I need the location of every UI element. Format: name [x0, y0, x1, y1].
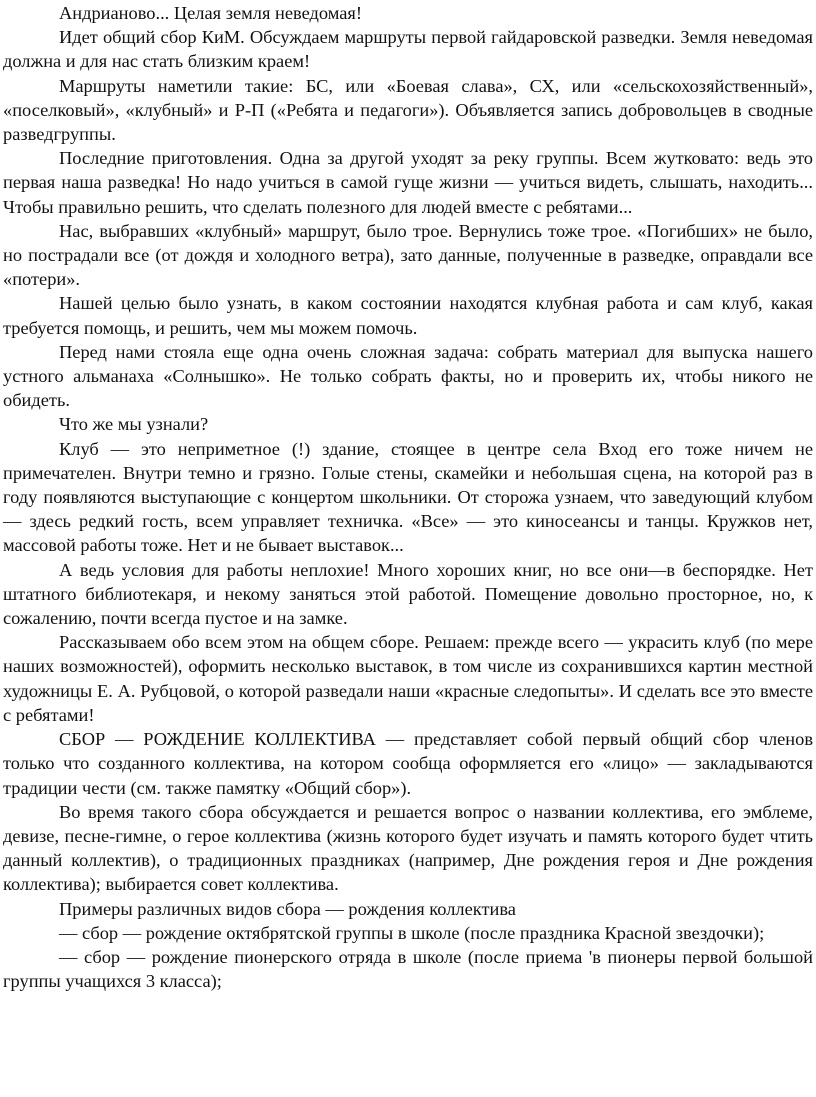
paragraph: Примеры различных видов сбора — рождения коллектива: [59, 898, 516, 919]
paragraph: Во время такого сбора обсуждается и решается вопрос о названии коллектива, его эмблеме, девизе, песне-гимне, о герое коллектива (жизнь которого будет изучать и память которого будет чтить данный коллектив), о традиционных праздниках (например, Дне рождения героя и Дне рождения коллектива); выбирается совет коллектива.: [3, 801, 813, 895]
paragraph: Нашей целью было узнать, в каком состоянии находятся клубная работа и сам клуб, какая требуется помощь, и решить, чем мы можем помочь.: [3, 293, 813, 338]
paragraph: Рассказываем обо всем этом на общем сборе. Решаем: прежде всего — украсить клуб (по мере наших возможностей), оформить несколько выставок, в том числе из сохранившихся картин местной художницы Е. А. Рубцовой, о которой разведали наши «красные следопыты». И сделать все это вместе с ребятами!: [3, 632, 813, 725]
paragraph: Идет общий сбор КиМ. Обсуждаем маршруты первой гайдаровской разведки. Земля неведомая должна и для нас стать близким краем!: [3, 27, 813, 72]
paragraph: Клуб — это неприметное (!) здание, стоящее в центре села Вход его тоже ничем не примечателен. Внутри темно и грязно. Голые стены, скамейки и небольшая сцена, на которой раз в году появляются выступающие с концертом школьники. От сторожа узнаем, что заведующий клубом — здесь редкий гость, всем управляет техничка. «Все» — это киносеансы и танцы. Кружков нет, массовой работы тоже. Нет и не бывает выставок...: [3, 438, 813, 556]
paragraph: СБОР — РОЖДЕНИЕ КОЛЛЕКТИВА — представляет собой первый общий сбор членов только что созданного коллектива, на котором сообща оформляется его «лицо» — закладываются традиции чести (см. также памятку «Общий сбор»).: [3, 729, 813, 798]
paragraph: Что же мы узнали?: [59, 414, 209, 435]
list-item: — сбор — рождение пионерского отряда в школе (после приема 'в пионеры первой большой группы учащихся 3 класса);: [3, 946, 813, 992]
paragraph: Перед нами стояла еще одна очень сложная задача: собрать материал для выпуска нашего устного альманаха «Солнышко». Не только собрать факты, но и проверить их, чтобы никого не обидеть.: [3, 341, 813, 411]
paragraph: Маршруты наметили такие: БС, или «Боевая слава», СХ, или «сельскохозяйственный», «поселковый», «клубный» и Р-П («Ребята и педагоги»). Объявляется запись добровольцев в сводные разведгруппы.: [3, 75, 813, 145]
paragraph: Нас, выбравших «клубный» маршрут, было трое. Вернулись тоже трое. «Погибших» не было, но пострадали все (от дождя и холодного ветра), зато данные, полученные в разведке, оправдали все «потери».: [3, 220, 813, 290]
paragraph: А ведь условия для работы неплохие! Много хороших книг, но все они—в беспорядке. Нет штатного библиотекаря, и некому заняться этой работой. Помещение довольно просторное, но, к сожалению, почти всегда пустое и на замке.: [3, 559, 813, 629]
paragraph: Андрианово... Целая земля неведомая!: [59, 3, 362, 23]
list-item: — сбор — рождение октябрятской группы в школе (после праздника Красной звездочки);: [59, 922, 765, 943]
paragraph: Последние приготовления. Одна за другой уходят за реку группы. Всем жутковато: ведь это первая наша разведка! Но надо учиться в самой гуще жизни — учиться видеть, слышать, находить... Чтобы правильно решить, что сделать полезного для людей вместе с ребятами...: [3, 148, 813, 217]
